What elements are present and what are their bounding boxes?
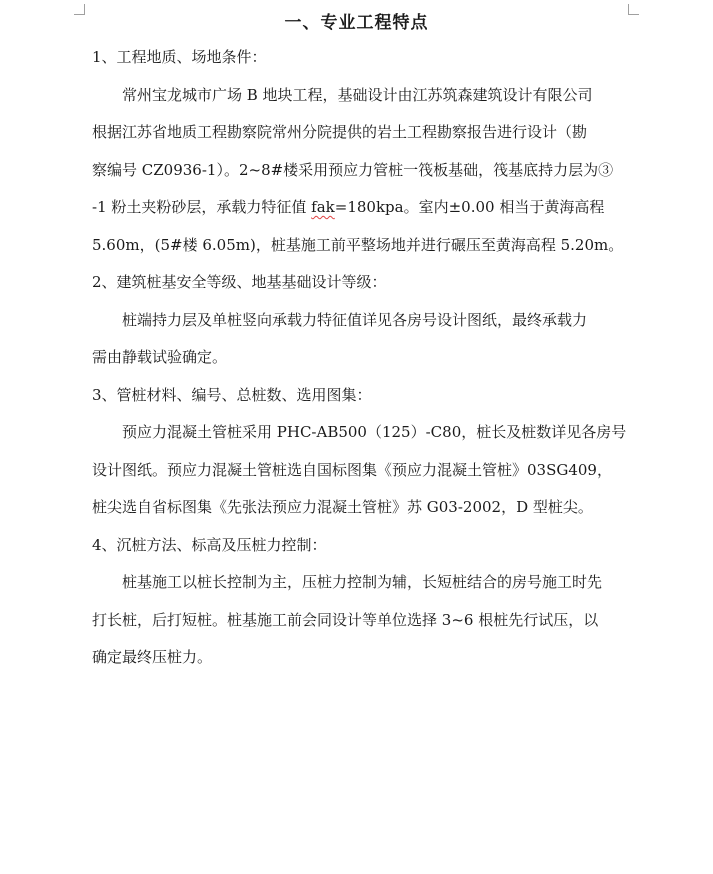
paragraph-line: 察编号 CZ0936-1）。2~8#楼采用预应力管桩一筏板基础，筏基底持力层为③ [92,161,614,179]
paragraph-line: 根据江苏省地质工程勘察院常州分院提供的岩土工程勘察报告进行设计（勘 [92,123,588,141]
section-heading: 2、建筑桩基安全等级、地基基础设计等级： [92,273,387,291]
page-title: 一、专业工程特点 [284,13,429,33]
paragraph-line: 桩基施工以桩长控制为主，压桩力控制为辅，长短桩结合的房号施工时先 [122,573,603,591]
paragraph-line: 需由静载试验确定。 [92,348,228,366]
paragraph-line: 确定最终压桩力。 [92,648,213,666]
section-heading: 3、管桩材料、编号、总桩数、选用图集： [92,386,372,404]
paragraph-line: 打长桩，后打短桩。桩基施工前会同设计等单位选择 3~6 根桩先行试压，以 [92,611,599,629]
paragraph-line: 设计图纸。预应力混凝土管桩选自国标图集《预应力混凝土管桩》03SG409， [92,461,612,479]
paragraph-line: 预应力混凝土管桩采用 PHC-AB500（125）-C80，桩长及桩数详见各房号 [122,423,627,441]
paragraph-line: 常州宝龙城市广场 B 地块工程，基础设计由江苏筑森建筑设计有限公司 [122,86,593,104]
text-run: -1 粉土夹粉砂层，承载力特征值 [92,198,312,216]
section-heading: 1、工程地质、场地条件： [92,48,267,66]
paragraph-line: 桩端持力层及单桩竖向承载力特征值详见各房号设计图纸，最终承载力 [122,311,588,329]
paragraph-line [92,197,604,217]
paragraph-line: 桩尖选自省标图集《先张法预应力混凝土管桩》苏 G03-2002，D 型桩尖。 [92,498,593,516]
text-run: =180kpa。室内±0.00 相当于黄海高程 [334,198,605,216]
paragraph-line: 5.60m，(5#楼 6.05m)，桩基施工前平整场地并进行碾压至黄海高程 5.20m。 [92,236,624,254]
spellcheck-flagged-text: fak [311,198,335,216]
section-heading: 4、沉桩方法、标高及压桩力控制： [92,536,327,554]
